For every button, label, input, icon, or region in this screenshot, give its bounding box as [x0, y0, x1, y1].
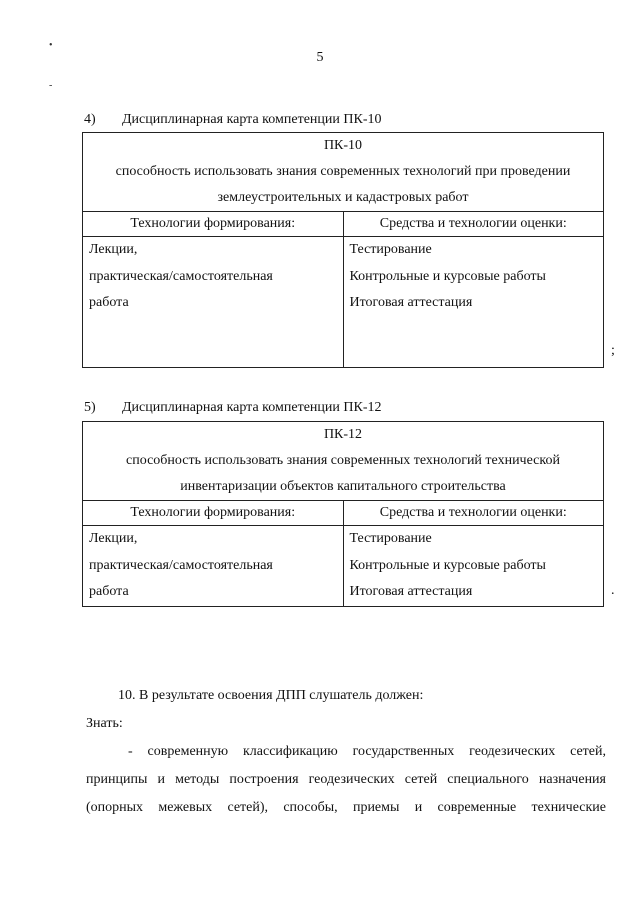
column-header-formation: Технологии формирования:: [83, 501, 344, 526]
competency-code: ПК-10: [323, 138, 363, 153]
column-header-formation: Технологии формирования:: [83, 212, 344, 237]
paragraph-line: - современную классификацию государственных геодезических сетей,: [128, 744, 606, 759]
formation-item: работа: [89, 295, 129, 310]
trailing-period: .: [611, 583, 615, 598]
formation-item: работа: [89, 584, 129, 599]
card-header: [83, 422, 604, 501]
column-header-assessment: Средства и технологии оценки:: [343, 501, 604, 526]
competency-description-line: инвентаризации объектов капитального строительства: [180, 479, 506, 494]
competency-description-line: землеустроительных и кадастровых работ: [217, 190, 469, 205]
competency-code: ПК-12: [323, 427, 363, 442]
competency-card-pk12: [82, 421, 604, 607]
assessment-item: Контрольные и курсовые работы: [349, 268, 546, 284]
assessment-cell: [343, 237, 604, 368]
page-number: 5: [316, 50, 324, 65]
scan-mark: •: [49, 40, 53, 51]
assessment-item: Итоговая аттестация: [349, 584, 473, 599]
card-header: [83, 133, 604, 212]
assessment-item: Тестирование: [349, 531, 432, 546]
formation-item: практическая/самостоятельная: [89, 557, 273, 573]
formation-cell: [83, 237, 344, 368]
assessment-cell: [343, 526, 604, 607]
competency-description-line: способность использовать знания современных технологий при проведении: [115, 164, 571, 179]
paragraph-line: принципы и методы построения геодезических сетей специального назначения: [86, 772, 606, 787]
formation-item: Лекции,: [89, 531, 138, 546]
column-header-assessment: Средства и технологии оценки:: [343, 212, 604, 237]
know-label: Знать:: [86, 716, 123, 731]
assessment-item: Контрольные и курсовые работы: [349, 557, 546, 573]
competency-description-line: способность использовать знания современных технологий технической: [126, 453, 560, 468]
section-4-number: 4): [84, 112, 96, 127]
formation-item: практическая/самостоятельная: [89, 268, 273, 284]
assessment-item: Итоговая аттестация: [349, 295, 473, 310]
formation-item: Лекции,: [89, 242, 138, 257]
section-4-heading: [84, 112, 382, 128]
section-5-title: Дисциплинарная карта компетенции ПК-12: [122, 400, 382, 415]
scan-mark: -: [49, 80, 53, 91]
results-heading: 10. В результате освоения ДПП слушатель должен:: [118, 688, 424, 703]
assessment-item: Тестирование: [349, 242, 432, 257]
section-5-number: 5): [84, 400, 96, 415]
section-5-heading: [84, 400, 382, 416]
section-4-title: Дисциплинарная карта компетенции ПК-10: [122, 112, 382, 127]
trailing-semicolon: ;: [611, 343, 615, 358]
paragraph-line: (опорных межевых сетей), способы, приемы и современные технические: [86, 800, 606, 815]
formation-cell: [83, 526, 344, 607]
competency-card-pk10: [82, 132, 604, 368]
